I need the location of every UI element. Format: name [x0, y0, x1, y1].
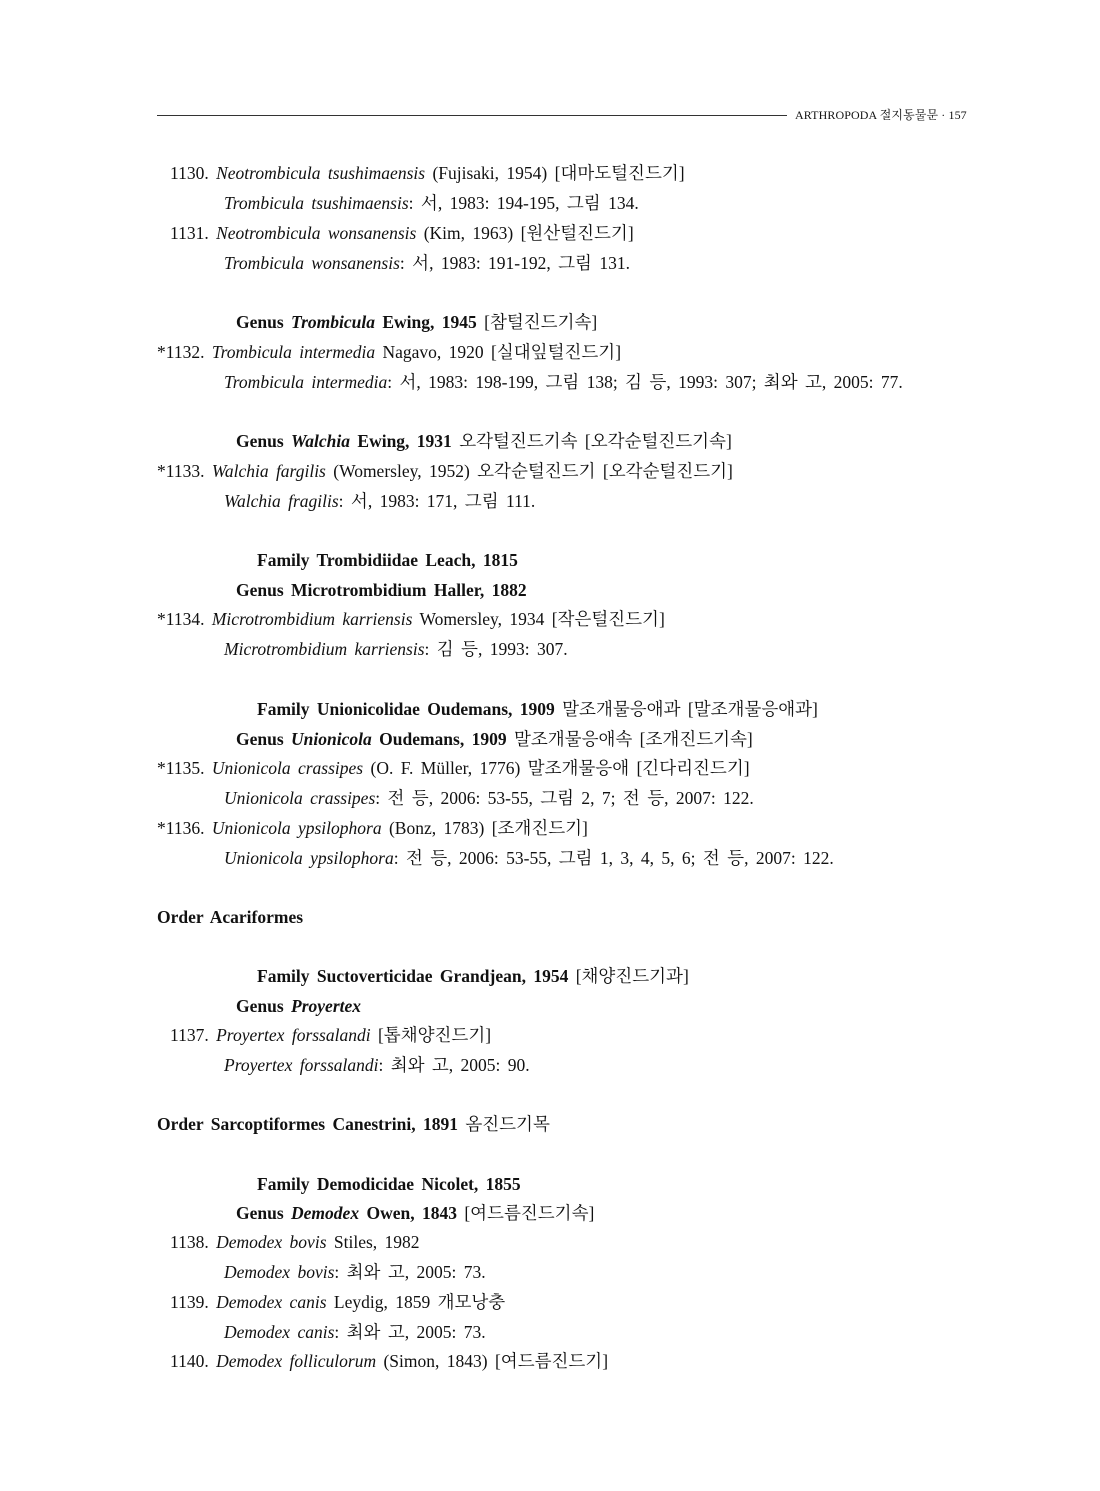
synonym-name: Demodex canis: [224, 1322, 335, 1342]
entry-number: *1135.: [157, 758, 205, 778]
species-author: Leydig, 1859 개모낭충: [326, 1292, 506, 1312]
synonym-name: Trombicula intermedia: [224, 372, 388, 392]
synonym-name: Proyertex forssalandi: [224, 1055, 379, 1075]
species-name: Unionicola crassipes: [211, 758, 364, 778]
genus-heading: Genus Microtrombidium Haller, 1882: [236, 580, 527, 600]
species-entry: [170, 1025, 491, 1045]
family-heading: Family Demodicidae Nicolet, 1855: [257, 1174, 521, 1194]
species-name: Neotrombicula wonsanensis: [216, 223, 417, 243]
species-author: Womersley, 1934 [작은털진드기]: [412, 609, 665, 629]
family-heading: Family Suctoverticidae Grandjean, 1954 [채양진드기과]: [257, 966, 689, 986]
genus-heading: Genus Unionicola Oudemans, 1909 말조개물응애속 [조개진드기속]: [236, 729, 753, 749]
species-name: Walchia fargilis: [211, 461, 326, 481]
synonym-refs: : 서, 1983: 171, 그림 111.: [338, 491, 536, 511]
header-rule: [157, 115, 787, 116]
species-author: [톱채양진드기]: [370, 1025, 492, 1045]
synonym-name: Unionicola ypsilophora: [224, 848, 394, 868]
species-name: Neotrombicula tsushimaensis: [216, 163, 426, 183]
entry-number: 1139.: [170, 1292, 209, 1312]
synonym-refs: : 서, 1983: 194-195, 그림 134.: [408, 193, 639, 213]
species-name: Unionicola ypsilophora: [211, 818, 382, 838]
order-heading: Order Sarcoptiformes Canestrini, 1891 옴진드기목: [157, 1114, 550, 1134]
synonym-line: [224, 372, 903, 392]
order-heading: Order Acariformes: [157, 907, 304, 927]
species-author: (Kim, 1963) [원산털진드기]: [416, 223, 634, 243]
entry-number: *1134.: [157, 609, 205, 629]
species-author: Nagavo, 1920 [실대잎털진드기]: [375, 342, 622, 362]
species-name: Demodex bovis: [216, 1232, 327, 1252]
genus-heading: Genus Proyertex: [236, 996, 362, 1016]
synonym-name: Walchia fragilis: [224, 491, 339, 511]
entry-number: 1130.: [170, 163, 209, 183]
species-entry: [170, 1292, 505, 1312]
synonym-line: [224, 491, 535, 511]
species-entry: [157, 342, 621, 362]
species-name: Trombicula intermedia: [211, 342, 376, 362]
synonym-refs: : 최와 고, 2005: 73.: [334, 1262, 486, 1282]
entry-number: 1138.: [170, 1232, 209, 1252]
genus-heading: Genus Trombicula Ewing, 1945 [참털진드기속]: [236, 312, 598, 332]
synonym-name: Microtrombidium karriensis: [224, 639, 425, 659]
family-heading: Family Trombidiidae Leach, 1815: [257, 550, 518, 570]
species-author: Stiles, 1982: [326, 1232, 420, 1252]
species-name: Microtrombidium karriensis: [211, 609, 413, 629]
synonym-refs: : 전 등, 2006: 53-55, 그림 2, 7; 전 등, 2007: 122.: [375, 788, 754, 808]
running-header: ARTHROPODA 절지동물문 · 157: [795, 108, 967, 122]
species-author: (Womersley, 1952) 오각순털진드기 [오각순털진드기]: [325, 461, 733, 481]
entry-number: 1131.: [170, 223, 209, 243]
genus-heading: Genus Demodex Owen, 1843 [여드름진드기속]: [236, 1203, 595, 1223]
species-entry: [157, 609, 665, 629]
genus-heading: Genus Walchia Ewing, 1931 오각털진드기속 [오각순털진드기속]: [236, 431, 732, 451]
entry-number: 1137.: [170, 1025, 209, 1045]
synonym-refs: : 전 등, 2006: 53-55, 그림 1, 3, 4, 5, 6; 전 등, 2007: 122.: [393, 848, 834, 868]
entry-number: 1140.: [170, 1351, 209, 1371]
synonym-line: [224, 1322, 486, 1342]
entry-number: *1132.: [157, 342, 205, 362]
synonym-refs: : 최와 고, 2005: 90.: [378, 1055, 530, 1075]
family-heading: Family Unionicolidae Oudemans, 1909 말조개물응애과 [말조개물응애과]: [257, 699, 818, 719]
entry-number: *1136.: [157, 818, 205, 838]
species-author: (O. F. Müller, 1776) 말조개물응애 [긴다리진드기]: [363, 758, 750, 778]
synonym-name: Trombicula wonsanensis: [224, 253, 400, 273]
synonym-name: Unionicola crassipes: [224, 788, 376, 808]
species-entry: [157, 461, 733, 481]
synonym-refs: : 김 등, 1993: 307.: [424, 639, 568, 659]
synonym-line: [224, 1055, 530, 1075]
species-author: (Bonz, 1783) [조개진드기]: [381, 818, 588, 838]
synonym-refs: : 최와 고, 2005: 73.: [334, 1322, 486, 1342]
synonym-refs: : 서, 1983: 198-199, 그림 138; 김 등, 1993: 307; 최와 고, 2005: 77.: [387, 372, 903, 392]
synonym-line: [224, 193, 639, 213]
species-name: Demodex canis: [216, 1292, 327, 1312]
species-entry: [170, 1232, 420, 1252]
synonym-name: Demodex bovis: [224, 1262, 335, 1282]
synonym-line: [224, 788, 754, 808]
species-author: (Fujisaki, 1954) [대마도털진드기]: [425, 163, 685, 183]
species-name: Proyertex forssalandi: [216, 1025, 371, 1045]
species-author: (Simon, 1843) [여드름진드기]: [376, 1351, 609, 1371]
synonym-line: [224, 639, 568, 659]
synonym-name: Trombicula tsushimaensis: [224, 193, 409, 213]
synonym-line: [224, 1262, 486, 1282]
species-entry: [157, 818, 588, 838]
species-entry: [170, 223, 634, 243]
species-name: Demodex folliculorum: [216, 1351, 377, 1371]
synonym-refs: : 서, 1983: 191-192, 그림 131.: [399, 253, 630, 273]
species-entry: [157, 758, 750, 778]
species-entry: [170, 1351, 608, 1371]
synonym-line: [224, 253, 630, 273]
entry-number: *1133.: [157, 461, 205, 481]
species-entry: [170, 163, 685, 183]
synonym-line: [224, 848, 834, 868]
